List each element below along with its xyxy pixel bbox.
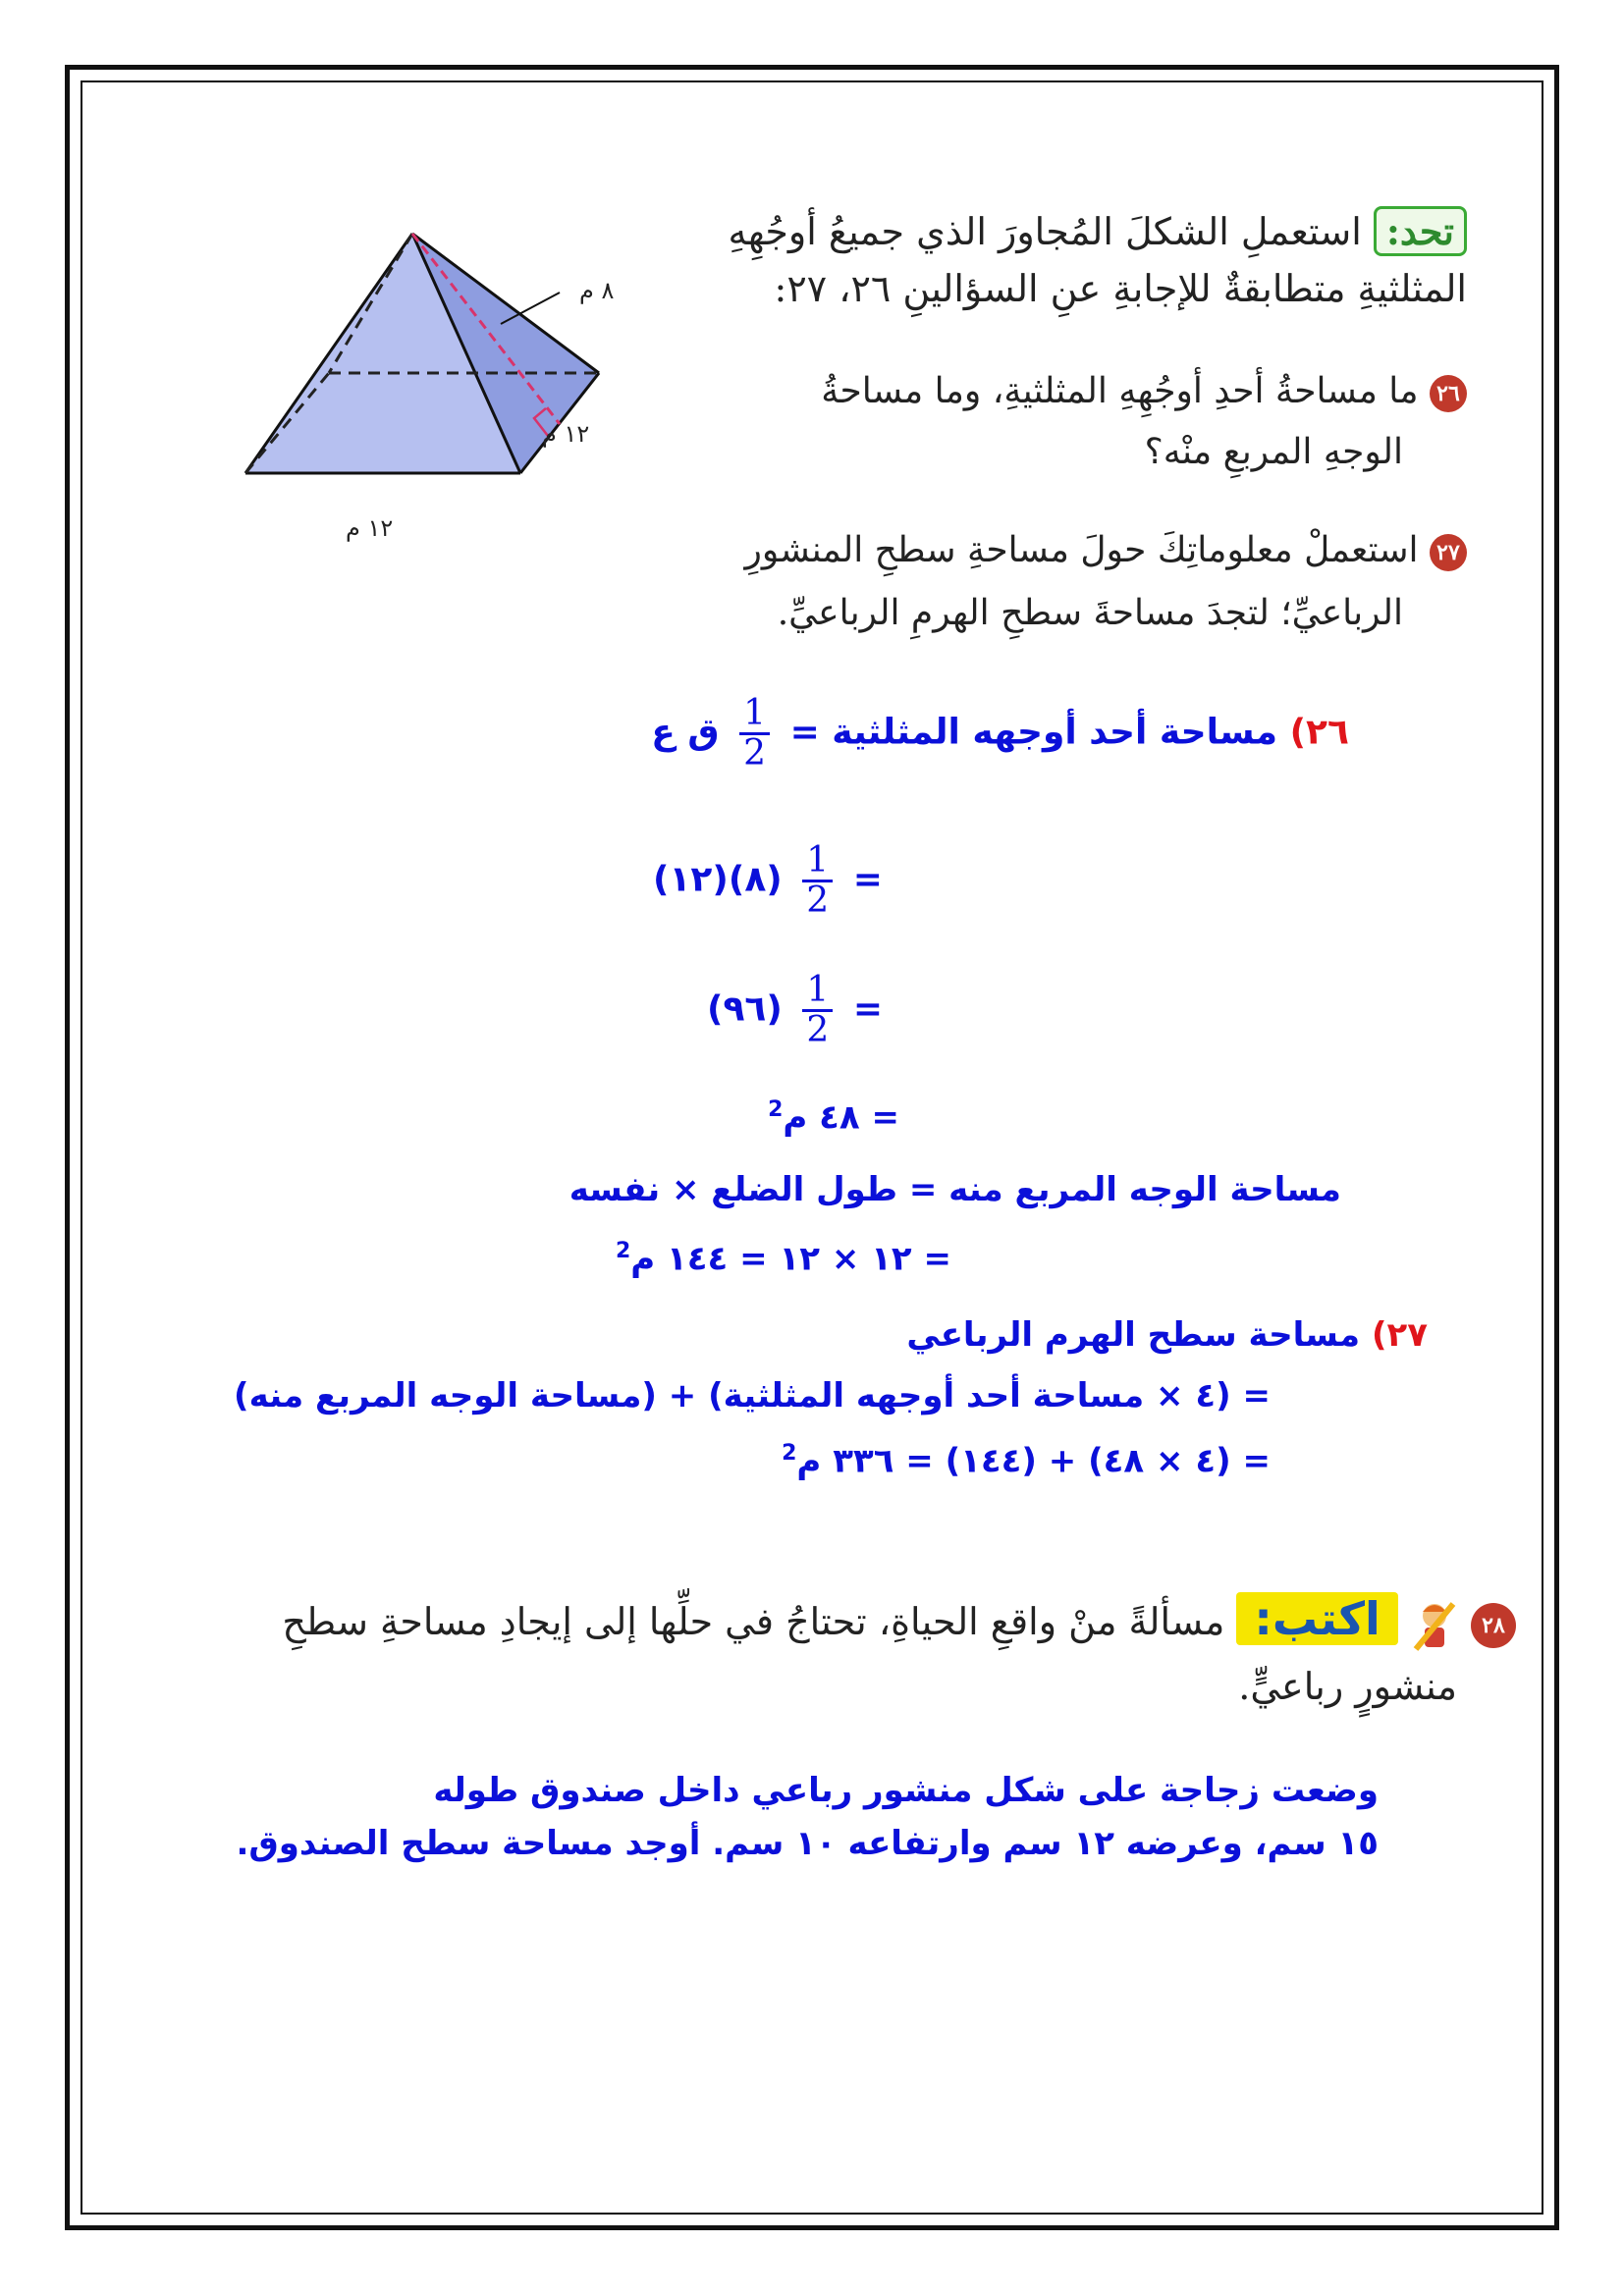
question-27-badge: ٢٧ <box>1430 534 1467 571</box>
slant-height-label: ٨ م <box>579 277 615 304</box>
solution-26-text: مساحة أحد أوجهه المثلثية = <box>789 712 1278 753</box>
write-tag: اكتب: <box>1236 1592 1397 1645</box>
question-28-text-2: منشورٍ رباعيٍّ. <box>1238 1665 1457 1708</box>
answer-28-line-2: ١٥ سم، وعرضه ١٢ سم وارتفاعه ١٠ سم. أوجد مساحة سطح الصندوق. <box>236 1824 1379 1863</box>
solution-26-heading <box>651 695 1349 773</box>
question-28-badge: ٢٨ <box>1471 1603 1516 1648</box>
challenge-line-1 <box>728 206 1467 256</box>
question-28-text-1: مسألةً منْ واقعِ الحياةِ، تحتاجُ في حلِّها إلى إيجادِ مساحةِ سطحِ <box>282 1600 1225 1643</box>
solution-26-step-3: = ٤٨ م$^2$ <box>768 1097 899 1138</box>
question-27-text-1: استعملْ معلوماتِكَ حولَ مساحةِ سطحِ المنشورِ <box>744 530 1419 570</box>
pencil-kid-icon <box>1410 1598 1459 1653</box>
bottom-side-label: ١٢ م <box>346 514 394 542</box>
solution-26-number: ٢٦) <box>1289 712 1349 753</box>
question-26-text-2: الوجهِ المربعِ منْه؟ <box>1144 432 1403 472</box>
right-side-label: ١٢ م <box>542 420 590 448</box>
step-1-product: (١٢)(٨) <box>653 859 783 900</box>
square-face-area-rule: مساحة الوجه المربع منه = طول الضلع × نفسه <box>568 1170 1341 1209</box>
pyramid-figure <box>216 216 648 550</box>
solution-27-line-1: = (٤ × مساحة أحد أوجهه المثلثية) + (مساحة الوجه المربع منه) <box>234 1376 1271 1415</box>
question-28 <box>282 1592 1516 1653</box>
answer-28-line-1: وضعت زجاجة على شكل منشور رباعي داخل صندوق طوله <box>433 1771 1379 1810</box>
half-fraction: $\frac{1}{2}$ <box>739 695 770 773</box>
square-face-area-calc: = ١٢ × ١٢ = ١٤٤ م$^2$ <box>615 1239 951 1279</box>
solution-27-heading: ٢٧) مساحة سطح الهرم الرباعي <box>906 1315 1428 1355</box>
solution-26-variables: ق ع <box>651 712 720 753</box>
solution-27-number: ٢٧) <box>1371 1315 1428 1355</box>
question-27-text-2: الرباعيِّ؛ لتجدَ مساحةَ سطحِ الهرمِ الرباعيِّ. <box>777 593 1403 633</box>
question-27 <box>744 530 1467 571</box>
question-26-badge: ٢٦ <box>1430 375 1467 412</box>
step-2-product: (٩٦) <box>707 988 783 1030</box>
question-26-text-1: ما مساحةُ أحدِ أوجُهِهِ المثلثيةِ، وما مساحةُ <box>821 371 1419 411</box>
solution-27-line-2: = (٤ × ٤٨) + (١٤٤) = ٣٣٦ م$^2$ <box>782 1441 1271 1481</box>
solution-26-step-2: (٩٦) $\frac{1}{2}$ = <box>707 970 884 1050</box>
challenge-line-2: المثلثيةِ متطابقةٌ للإجابةِ عنِ السؤالينِ ٢٦، ٢٧: <box>774 267 1467 310</box>
solution-26-step-1: (١٢)(٨) $\frac{1}{2}$ = <box>653 840 883 921</box>
question-26 <box>821 371 1467 412</box>
challenge-tag: تحد: <box>1374 206 1467 256</box>
challenge-text-1: استعملِ الشكلَ المُجاورَ الذي جميعُ أوجُهِهِ <box>728 210 1362 253</box>
